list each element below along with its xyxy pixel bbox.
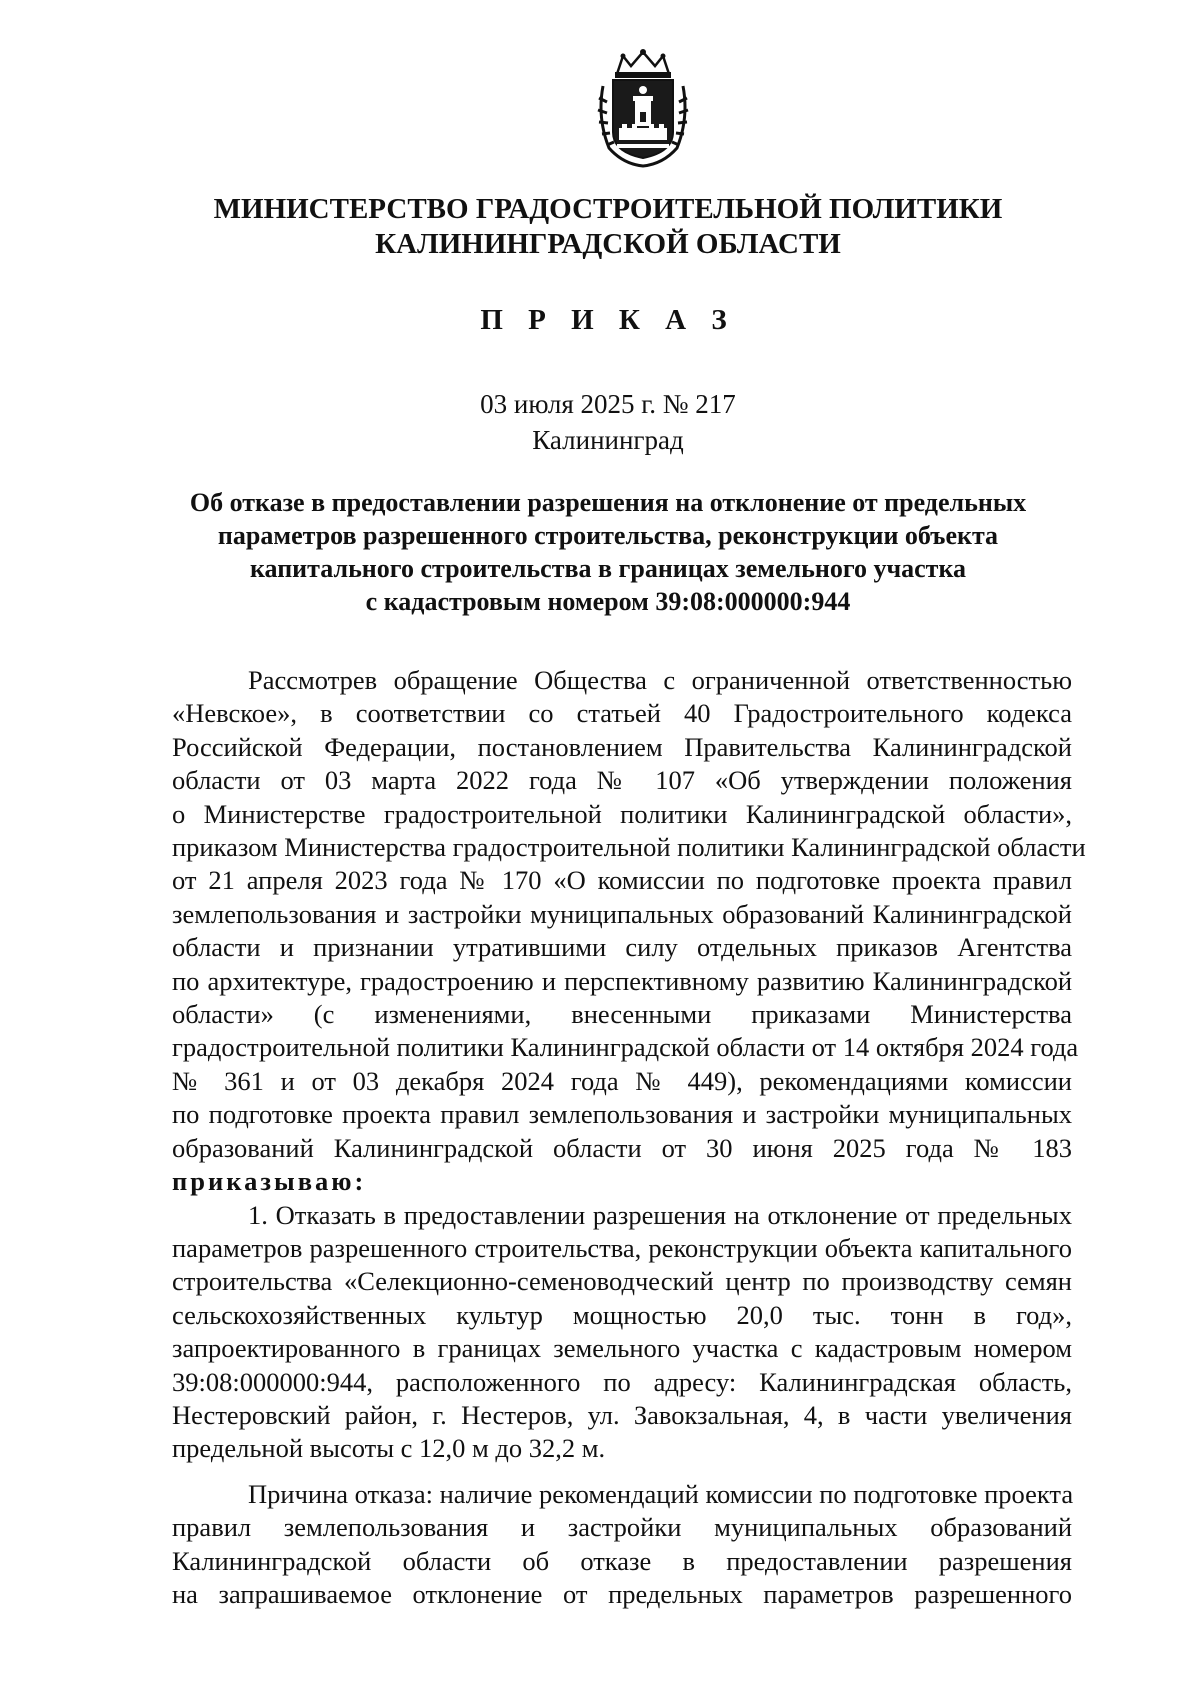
text-line: области от 03 марта 2022 года № 107 «Об утверждении положения	[172, 765, 1072, 796]
text-line: № 361 и от 03 декабря 2024 года № 449), рекомендациями комиссии	[172, 1065, 1072, 1096]
document-type: П Р И К А З	[480, 304, 736, 336]
item-1-paragraph	[172, 1199, 1072, 1466]
text-line: 1. Отказать в предоставлении разрешения на отклонение от предельных	[248, 1199, 1072, 1230]
city: Калининград	[532, 425, 684, 455]
text-line: сельскохозяйственных культур мощностью 20,0 тыс. тонн в год»,	[172, 1299, 1072, 1330]
text-line: области и признании утратившими силу отдельных приказов Агентства	[172, 932, 1072, 963]
coat-of-arms-emblem	[595, 48, 691, 170]
preamble-paragraph	[172, 664, 1086, 1199]
text-line: приказом Министерства градостроительной политики Калининградской области	[172, 832, 1086, 863]
order-word: приказываю:	[172, 1166, 367, 1197]
order-subject	[150, 486, 1066, 618]
reason-paragraph	[172, 1478, 1072, 1612]
text-line: по архитектуре, градостроению и перспективному развитию Калининградской	[172, 965, 1072, 996]
subject-line: капитального строительства в границах земельного участка	[249, 554, 967, 583]
subject-line: Об отказе в предоставлении разрешения на отклонение от предельных	[189, 488, 1027, 517]
ministry-line-1: МИНИСТЕРСТВО ГРАДОСТРОИТЕЛЬНОЙ ПОЛИТИКИ	[213, 193, 1003, 225]
text-line: запроектированного в границах земельного участка с кадастровым номером	[172, 1333, 1072, 1364]
text-line: по подготовке проекта правил землепользования и застройки муниципальных	[172, 1099, 1072, 1130]
text-line: предельной высоты с 12,0 м до 32,2 м.	[172, 1433, 606, 1464]
text-line: землепользования и застройки муниципальных образований Калининградской	[172, 898, 1072, 929]
text-line: Российской Федерации, постановлением Правительства Калининградской	[172, 731, 1072, 762]
text-line: о Министерстве градостроительной политики Калининградской области»,	[172, 798, 1072, 829]
text-line: на запрашиваемое отклонение от предельных параметров разрешенного	[172, 1578, 1072, 1609]
subject-line: с кадастровым номером 39:08:000000:944	[365, 587, 851, 616]
ministry-line-2: КАЛИНИНГРАДСКОЙ ОБЛАСТИ	[375, 228, 841, 260]
date-and-place	[150, 386, 1066, 458]
text-line: Причина отказа: наличие рекомендаций комиссии по подготовке проекта	[248, 1478, 1074, 1509]
text-line: области» (с изменениями, внесенными приказами Министерства	[172, 999, 1072, 1030]
text-line: «Невское», в соответствии со статьей 40 Градостроительного кодекса	[172, 698, 1072, 729]
paragraph-gap	[172, 1466, 1072, 1478]
subject-line: параметров разрешенного строительства, реконструкции объекта	[217, 521, 999, 550]
date-number: 03 июля 2025 г. № 217	[480, 389, 736, 419]
text-line: градостроительной политики Калининградской области от 14 октября 2024 года	[172, 1032, 1079, 1063]
order-body	[172, 664, 1086, 1611]
text-line: образований Калининградской области от 30 июня 2025 года № 183	[172, 1132, 1072, 1163]
text-line: правил землепользования и застройки муниципальных образований	[172, 1512, 1072, 1543]
text-line: Калининградской области об отказе в предоставлении разрешения	[172, 1545, 1072, 1576]
text-line: 39:08:000000:944, расположенного по адресу: Калининградская область,	[172, 1366, 1072, 1397]
text-line: Рассмотрев обращение Общества с ограниченной ответственностью	[248, 665, 1072, 695]
ministry-heading	[150, 192, 1066, 262]
text-line: Нестеровский район, г. Нестеров, ул. Завокзальная, 4, в части увеличения	[172, 1399, 1072, 1430]
text-line: от 21 апреля 2023 года № 170 «О комиссии по подготовке проекта правил	[172, 865, 1072, 896]
text-line: строительства «Селекционно-семеноводческий центр по производству семян	[172, 1266, 1072, 1297]
text-line: параметров разрешенного строительства, реконструкции объекта капитального	[172, 1232, 1072, 1263]
